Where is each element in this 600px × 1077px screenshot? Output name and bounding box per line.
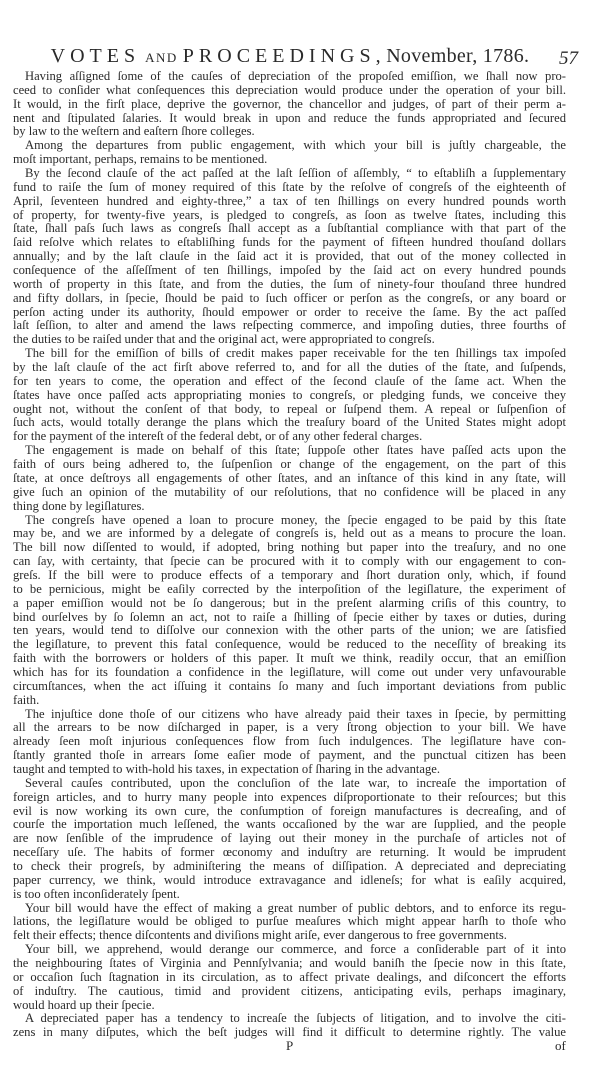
text-line: Several cauſes contributed, upon the concluſion of the late war, to increaſe the importation of bbox=[25, 775, 566, 790]
text-line: faith with the borrowers or holders of this paper. It muſt we think, readily occur, that an emiſſion bbox=[13, 651, 566, 666]
paragraph bbox=[13, 777, 566, 902]
text-line: ought not, without the conſent of that body, to repeal or ſuſpend them. A repeal or ſuſpenſion of bbox=[13, 401, 566, 416]
text-line: is too often inconſiderately ſpent. bbox=[13, 886, 180, 901]
text-line: or occaſion ſuch ſtagnation in its circulation, as to affect private dealings, and diſconcert the efforts bbox=[13, 969, 566, 984]
text-line: ſuch acts, would totally derange the plans which the treaſury board of the United States might adopt bbox=[13, 415, 566, 430]
text-line: by the laſt clauſe of the act firſt above referred to, and for all the duties of the ſtate, and ſuſpends, bbox=[13, 360, 566, 375]
paragraph bbox=[13, 514, 566, 708]
text-line: already ſeen moſt injurious conſequences flow from ſuch indulgences. The legiſlature have con- bbox=[13, 734, 566, 749]
signature-mark: P bbox=[286, 1038, 294, 1053]
text-line: A depreciated paper has a tendency to increaſe the ſubjects of litigation, and to involve the citi- bbox=[25, 1011, 566, 1026]
text-line: laſt ſeſſion, to alter and amend the laws reſpecting commerce, and impoſing duties, three fourths of bbox=[13, 318, 566, 333]
text-line: zens in many diſputes, which the beſt judges will find it difficult to determine rightly. The value bbox=[13, 1025, 566, 1040]
text-line: Among the departures from public engagement, with which your bill is juſtly chargeable, the bbox=[25, 138, 566, 153]
text-line: Your bill would have the effect of making a great number of public debtors, and to enforce its regu- bbox=[25, 900, 566, 915]
text-line: The engagement is made on behalf of this ſtate; ſuppoſe other ſtates have paſſed acts upon the bbox=[25, 443, 566, 458]
text-line: Your bill, we apprehend, would derange our commerce, and force a conſiderable part of it into bbox=[25, 942, 566, 957]
paragraph bbox=[13, 1012, 566, 1040]
paragraph bbox=[13, 708, 566, 777]
text-line: of property, for twenty-five years, is pledged to congreſs, as ſoon as twelve ſtates, including this bbox=[13, 207, 566, 222]
document-body bbox=[13, 70, 566, 1040]
text-line: are now ſenſible of the imprudence of laying out their money in the purchaſe of articles not of bbox=[13, 831, 566, 846]
text-line: faith. bbox=[13, 692, 40, 707]
text-line: taught and tempted to with-hold his taxes, in expectation of ſharing in the advantage. bbox=[13, 761, 441, 776]
text-line: can ſay, with certainty, that ſpecie can be procured with it to comply with our engagement to con- bbox=[13, 554, 566, 569]
running-header bbox=[40, 45, 540, 68]
text-line: and fifty dollars, in ſpecie, ſhould be paid to ſuch officer or perſon as the congreſs, or any board or bbox=[13, 290, 566, 305]
text-line: neceſſary uſe. The habits of former œconomy and induſtry are returning. It would be imprudent bbox=[13, 845, 566, 860]
text-line: perſon acting under its authority, ſhould empower or order to receive the ſame. By the act paſſed bbox=[13, 304, 566, 319]
header-title-proceedings: PROCEEDINGS bbox=[182, 45, 376, 67]
text-line: Having aſſigned ſome of the cauſes of depreciation of the propoſed emiſſion, we ſhall now pro- bbox=[25, 69, 566, 83]
text-line: fund to raiſe the ſum of money required of this ſtate by the reſolve of congreſs of the eighteenth of bbox=[13, 179, 566, 194]
text-line: ceed to conſider what conſequences this depreciation would produce under the operation of your bill. bbox=[13, 82, 566, 97]
text-line: ſtantly granted thoſe in arrears ſome eaſier mode of payment, and the punctual citizen has been bbox=[13, 748, 566, 763]
text-line: By the ſecond clauſe of the act paſſed at the laſt ſeſſion of aſſembly, “ to eſtabliſh a ſupplementary bbox=[25, 166, 566, 181]
paragraph bbox=[13, 347, 566, 444]
text-line: nent and ſtipulated ſalaries. It would break in upon and reduce the funds appropriated and ſecured bbox=[13, 110, 566, 125]
text-line: for the payment of the intereſt of the federal debt, or of any other federal charges. bbox=[13, 429, 423, 444]
text-line: all the arrears to be now diſcharged in paper, is a very ſtrong objection to your bill. We have bbox=[13, 720, 566, 735]
text-line: ten years, would tend to diſſolve our connexion with the other parts of the union; we are ſatisfied bbox=[13, 623, 566, 638]
text-line: ſtate, at once deſtroys all engagements of other ſtates, and an inſtance of this kind in any ſtate, will bbox=[13, 470, 566, 485]
text-line: a paper emiſſion would not be ſo dangerous; but in the preſent alarming criſis of this country, to bbox=[13, 595, 566, 610]
text-line: bind ourſelves by ſo ſolemn an act, not to raiſe a ſhilling of ſpecie either by taxes or duties, during bbox=[13, 609, 566, 624]
text-line: moſt important, perhaps, remains to be mentioned. bbox=[13, 152, 268, 167]
text-line: thing done by legiſlatures. bbox=[13, 498, 145, 513]
text-line: greſs. If the bill were to produce effects of a temporary and ſhort duration only, which, if found bbox=[13, 567, 566, 582]
text-line: give ſuch an opinion of the mutability of our reſolutions, that no confidence will be placed in any bbox=[13, 484, 566, 499]
paragraph bbox=[13, 902, 566, 944]
text-line: ſaid reſolve which relates to eſtabliſhing funds for the payment of fifteen hundred thouſand dollars bbox=[13, 235, 566, 250]
paragraph bbox=[13, 139, 566, 167]
paragraph bbox=[13, 943, 566, 1012]
text-line: to be pernicious, might be eaſily corrected by the interpoſition of the legiſlature, the experiment of bbox=[13, 581, 566, 596]
text-line: the neighbouring ſtates of Virginia and Pennſylvania; and would baniſh the ſpecie now in this ſtate, bbox=[13, 956, 566, 970]
text-line: of induſtry. The cautious, timid and provident citizens, anticipating evils, perhaps imaginary, bbox=[13, 983, 566, 998]
text-line: circumſtances, when the act iſſuing it contains ſo many and ſuch important deviations from public bbox=[13, 678, 566, 693]
text-line: by law to the weſtern and eaſtern ſhore colleges. bbox=[13, 124, 255, 139]
text-line: lations, the legiſlature would be obliged to purſue meaſures which might appear harſh to thoſe who bbox=[13, 914, 566, 929]
text-line: faith of ours being adhered to, the ſuſpenſion or change of the engagement, on the part of this bbox=[13, 457, 566, 472]
header-title-votes: VOTES bbox=[50, 45, 141, 67]
text-line: which has for its foundation a confidence in the legiſlature, will come out under very unfavourable bbox=[13, 664, 566, 679]
text-line: to check their progreſs, by adminiſtering the means of diſſipation. A depreciated and depreciating bbox=[13, 858, 566, 873]
text-line: annually; and by the laſt clauſe in the ſaid act it is provided, that out of the money collected in bbox=[13, 249, 566, 264]
text-line: courſe the importation much leſſened, the wants occaſioned by the war are ſupplied, and the people bbox=[13, 817, 566, 832]
text-line: The congreſs have opened a loan to procure money, the ſpecie engaged to be paid by this ſtate bbox=[25, 512, 566, 527]
page-number: 57 bbox=[559, 48, 578, 69]
paragraph bbox=[13, 167, 566, 347]
header-date: , November, 1786. bbox=[375, 45, 530, 67]
catchword: of bbox=[555, 1038, 566, 1053]
text-line: conſequence of the aſſeſſment of ten ſhillings, impoſed by the ſaid act on every hundred pounds bbox=[13, 263, 566, 278]
text-line: foreign articles, and to hurry many people into expences diſproportionate to their reſources; but this bbox=[13, 789, 566, 804]
text-line: ſtates have once paſſed acts appropriating monies to congreſs, or pledging funds, we conceive they bbox=[13, 387, 566, 402]
paragraph bbox=[13, 70, 566, 139]
text-line: would hoard up their ſpecie. bbox=[13, 997, 155, 1012]
text-line: felt their effects; thence diſcontents and diviſions might ariſe, ever dangerous to free governments. bbox=[13, 928, 507, 943]
text-line: worth of property in this ſtate, and from the duties, the ſum of ninety-four thouſand three hundred bbox=[13, 276, 566, 291]
text-line: The bill for the emiſſion of bills of credit makes paper receivable for the ten ſhillings tax impoſed bbox=[25, 346, 566, 361]
text-line: for ten years to come, the operation and effect of the ſecond clauſe of the ſame act. When the bbox=[13, 373, 566, 388]
text-line: The bill now diſſented to would, if adopted, bring nothing but paper into the treaſury, and no one bbox=[13, 540, 566, 555]
text-line: may be, and we are informed by a delegate of congreſs is, held out as a means to procure the loan. bbox=[13, 526, 566, 541]
text-line: evil is now working its own cure, the conſumption of foreign manufactures is decreaſing, and of bbox=[13, 803, 566, 818]
text-line: The injuſtice done thoſe of our citizens who have already paid their taxes in ſpecie, by permitting bbox=[25, 706, 566, 721]
text-line: April, ſeventeen hundred and eighty-three,” a tax of ten ſhillings on every hundred pounds worth bbox=[13, 193, 566, 208]
text-line: It would, in the firſt place, deprive the governor, the chancellor and judges, of part of their perm a- bbox=[13, 96, 566, 111]
paragraph bbox=[13, 444, 566, 513]
text-line: paper currency, we think, would introduce extravagance and idleneſs; for what is eaſily acquired, bbox=[13, 872, 566, 887]
header-title-and: AND bbox=[145, 50, 178, 65]
text-line: the legiſlature, to prevent this fatal conſequence, would be reduced to the neceſſity of breaking its bbox=[13, 637, 566, 652]
text-line: ſtate, ſhall paſs ſuch laws as congreſs ſhall accept as a ſubſtantial compliance with that part of the bbox=[13, 221, 566, 236]
text-line: the duties to be raiſed under that and the original act, were appropriated to congreſs. bbox=[13, 332, 435, 347]
